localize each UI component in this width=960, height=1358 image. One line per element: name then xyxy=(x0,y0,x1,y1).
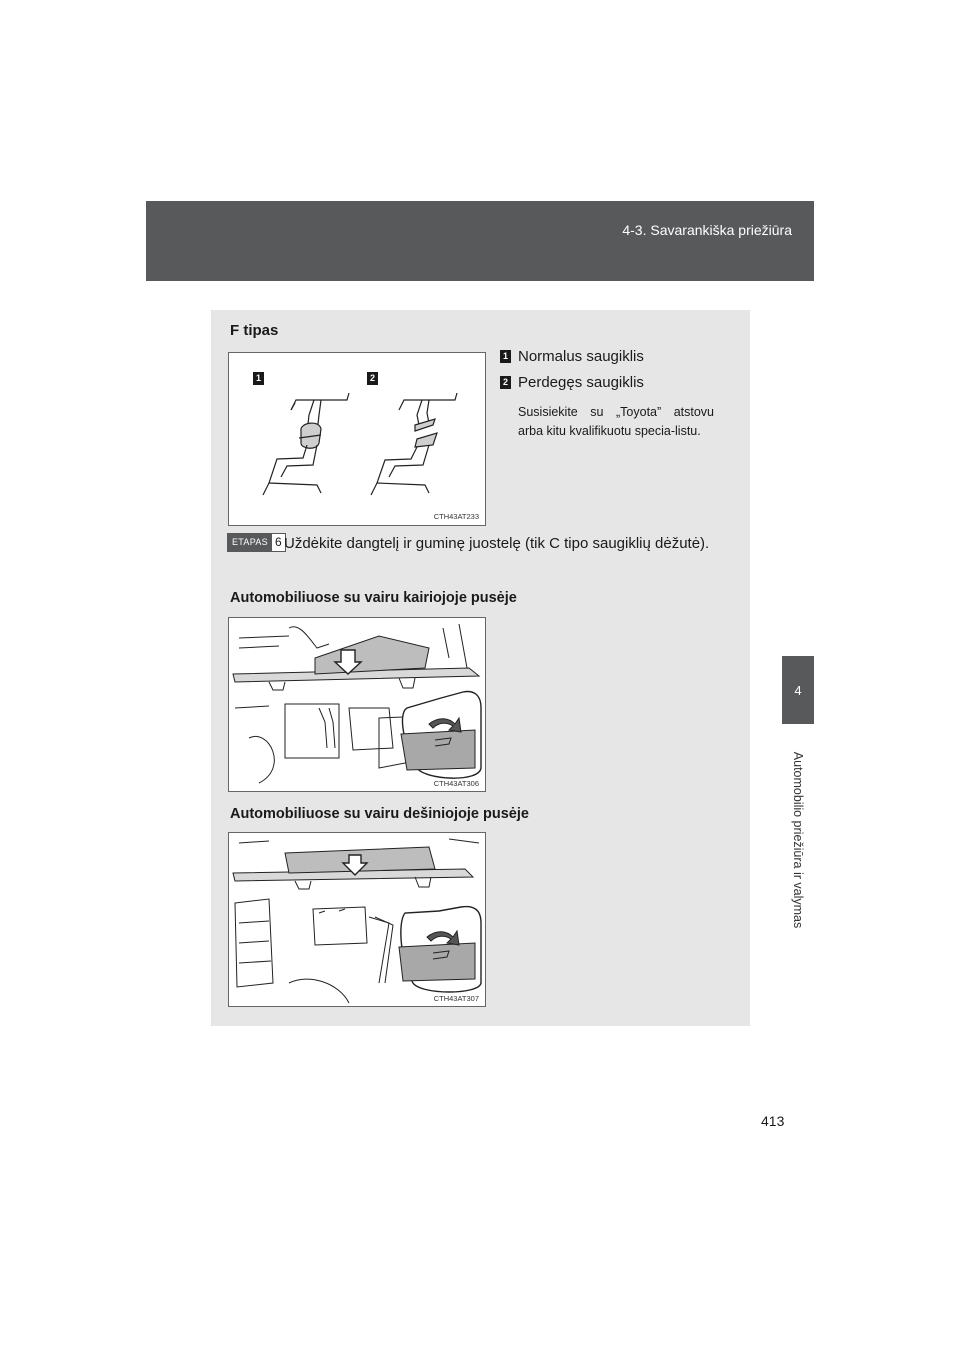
chapter-tab: 4 xyxy=(782,656,814,724)
chapter-title xyxy=(772,735,824,945)
chapter-title-text: Automobilio priežiūra ir valymas xyxy=(791,751,805,929)
figure-callout-2: 2 xyxy=(367,372,378,385)
service-note: Susisiekite su „Toyota” atstovu arba kitu kvalifikuotu specia-listu. xyxy=(518,405,714,438)
legend-text: Normalus saugiklis xyxy=(518,348,644,365)
fuse-figure xyxy=(228,352,486,526)
legend-badge: 1 xyxy=(500,350,511,363)
rhd-title: Automobiliuose su vairu dešiniojoje pusėje xyxy=(230,806,529,822)
fuse-illustration xyxy=(229,353,485,525)
rhd-illustration xyxy=(229,833,485,1006)
step-label: ETAPAS xyxy=(228,534,272,551)
lhd-figure xyxy=(228,617,486,792)
lhd-title: Automobiliuose su vairu kairiojoje pusėje xyxy=(230,590,517,606)
lhd-illustration xyxy=(229,618,485,791)
step-text: Uždėkite dangtelį ir guminę juostelę (tik C tipo saugiklių dėžutė). xyxy=(284,535,710,552)
section-title: 4-3. Savarankiška priežiūra xyxy=(622,222,792,238)
legend-text: Perdegęs saugiklis xyxy=(518,374,644,391)
figure-code: CTH43AT307 xyxy=(433,994,479,1003)
step-badge xyxy=(227,533,286,552)
header-bar xyxy=(146,201,814,281)
figure-code: CTH43AT233 xyxy=(433,512,479,521)
legend-badge: 2 xyxy=(500,376,511,389)
rhd-figure xyxy=(228,832,486,1007)
figure-code: CTH43AT306 xyxy=(433,779,479,788)
page-number: 413 xyxy=(761,1113,785,1129)
figure-callout-1: 1 xyxy=(253,372,264,385)
section-f-title: F tipas xyxy=(230,322,279,339)
step-number: 6 xyxy=(272,534,285,551)
